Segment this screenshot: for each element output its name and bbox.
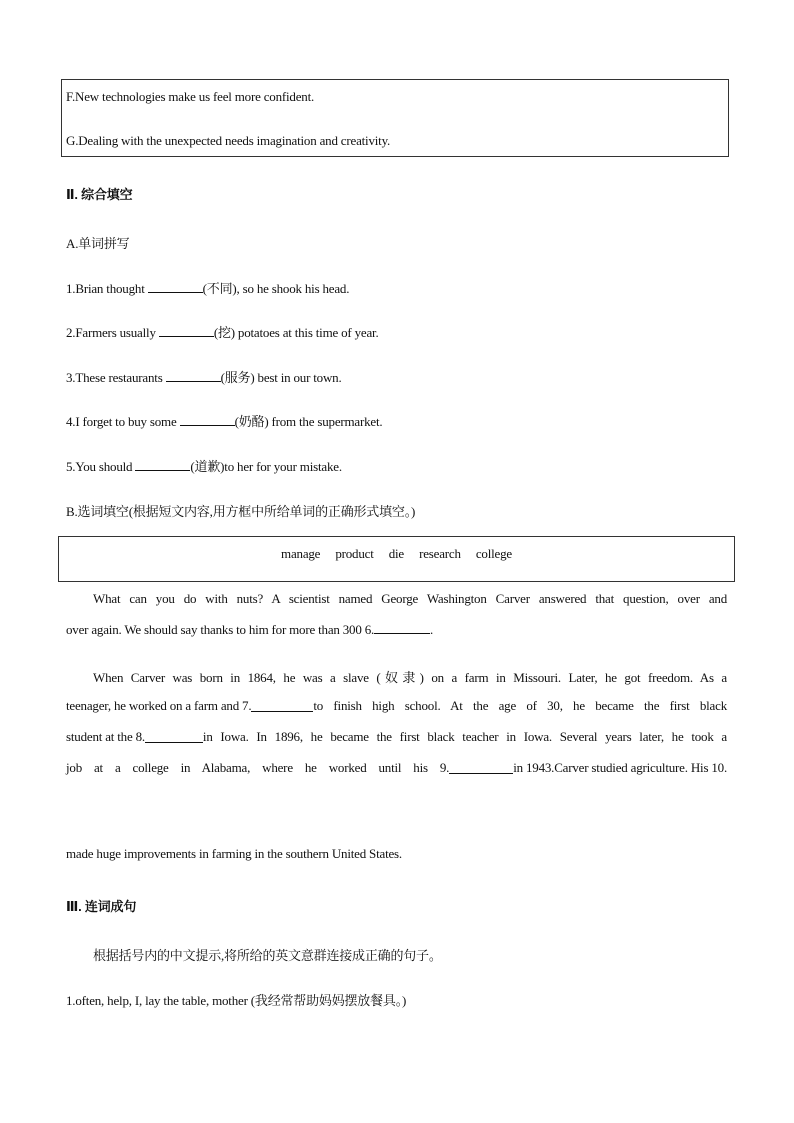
spelling-item-2 (66, 322, 379, 341)
passage-text: in Iowa. In 1896, he became the first black teacher in Iowa. Several years later, he took a (202, 729, 727, 744)
word-bank-item: product (335, 546, 374, 561)
item-hint: (服务) best in our town. (220, 370, 342, 385)
answer-blank-6[interactable] (374, 623, 430, 634)
option-g: G.Dealing with the unexpected needs imagination and creativity. (66, 133, 391, 148)
passage-line: When Carver was born in 1864, he was a slave (奴隶) on a farm in Missouri. Later, he got freedom. As a (93, 670, 727, 685)
spelling-item-4 (66, 411, 382, 430)
item-hint: (奶酪) from the supermarket. (234, 414, 383, 429)
section-3-instruction: 根据括号内的中文提示,将所给的英文意群连接成正确的句子。 (93, 948, 442, 963)
spelling-item-1 (66, 278, 349, 297)
sentence-item-1: 1.often, help, I, lay the table, mother (我经常帮助妈妈摆放餐具。) (66, 993, 407, 1008)
word-bank-item: die (388, 546, 404, 561)
spelling-item-5 (66, 456, 342, 475)
section-2-heading: Ⅱ. 综合填空 (66, 187, 133, 202)
word-bank-item: college (475, 546, 512, 561)
spelling-item-3 (66, 367, 342, 386)
passage-line (66, 729, 727, 745)
passage-line (66, 760, 727, 776)
answer-blank-9[interactable] (449, 763, 513, 774)
item-hint: (道歉)to her for your mistake. (190, 459, 342, 474)
section-3-heading: Ⅲ. 连词成句 (66, 899, 137, 914)
item-text: 1.Brian thought (66, 281, 148, 296)
passage-line (66, 698, 727, 714)
passage-text: to finish high school. At the age of 30, he became the first black (313, 698, 727, 713)
item-text: 5.You should (66, 459, 136, 474)
item-hint: (挖) potatoes at this time of year. (213, 325, 379, 340)
word-bank-item: manage (281, 546, 321, 561)
item-text: 4.I forget to buy some (66, 414, 180, 429)
part-b-title: B.选词填空(根据短文内容,用方框中所给单词的正确形式填空。) (66, 504, 416, 519)
passage-line: made huge improvements in farming in the southern United States. (66, 846, 402, 861)
item-text: 3.These restaurants (66, 370, 166, 385)
answer-blank[interactable] (148, 282, 203, 293)
part-a-title: A.单词拼写 (66, 236, 130, 251)
passage-text: student at the 8. (66, 729, 145, 744)
word-bank (58, 546, 735, 562)
item-text: 2.Farmers usually (66, 325, 159, 340)
answer-blank[interactable] (159, 326, 214, 337)
passage-text: . (430, 622, 434, 637)
answer-blank-8[interactable] (145, 732, 203, 743)
answer-blank-7[interactable] (251, 701, 313, 712)
passage-text: job at a college in Alabama, where he worked until his 9. (66, 760, 450, 775)
word-bank-item: research (419, 546, 461, 561)
passage-text: over again. We should say thanks to him for more than 300 6. (66, 622, 375, 637)
item-hint: (不同), so he shook his head. (202, 281, 350, 296)
option-f: F.New technologies make us feel more confident. (66, 89, 315, 104)
passage-text: teenager, he worked on a farm and 7. (66, 698, 252, 713)
answer-blank[interactable] (135, 460, 190, 471)
passage-text: in 1943.Carver studied agriculture. His 10. (513, 760, 727, 775)
answer-blank[interactable] (166, 371, 221, 382)
passage-line (66, 622, 433, 638)
passage-line: What can you do with nuts? A scientist named George Washington Carver answered that question, over and (93, 591, 727, 606)
answer-blank[interactable] (180, 415, 235, 426)
